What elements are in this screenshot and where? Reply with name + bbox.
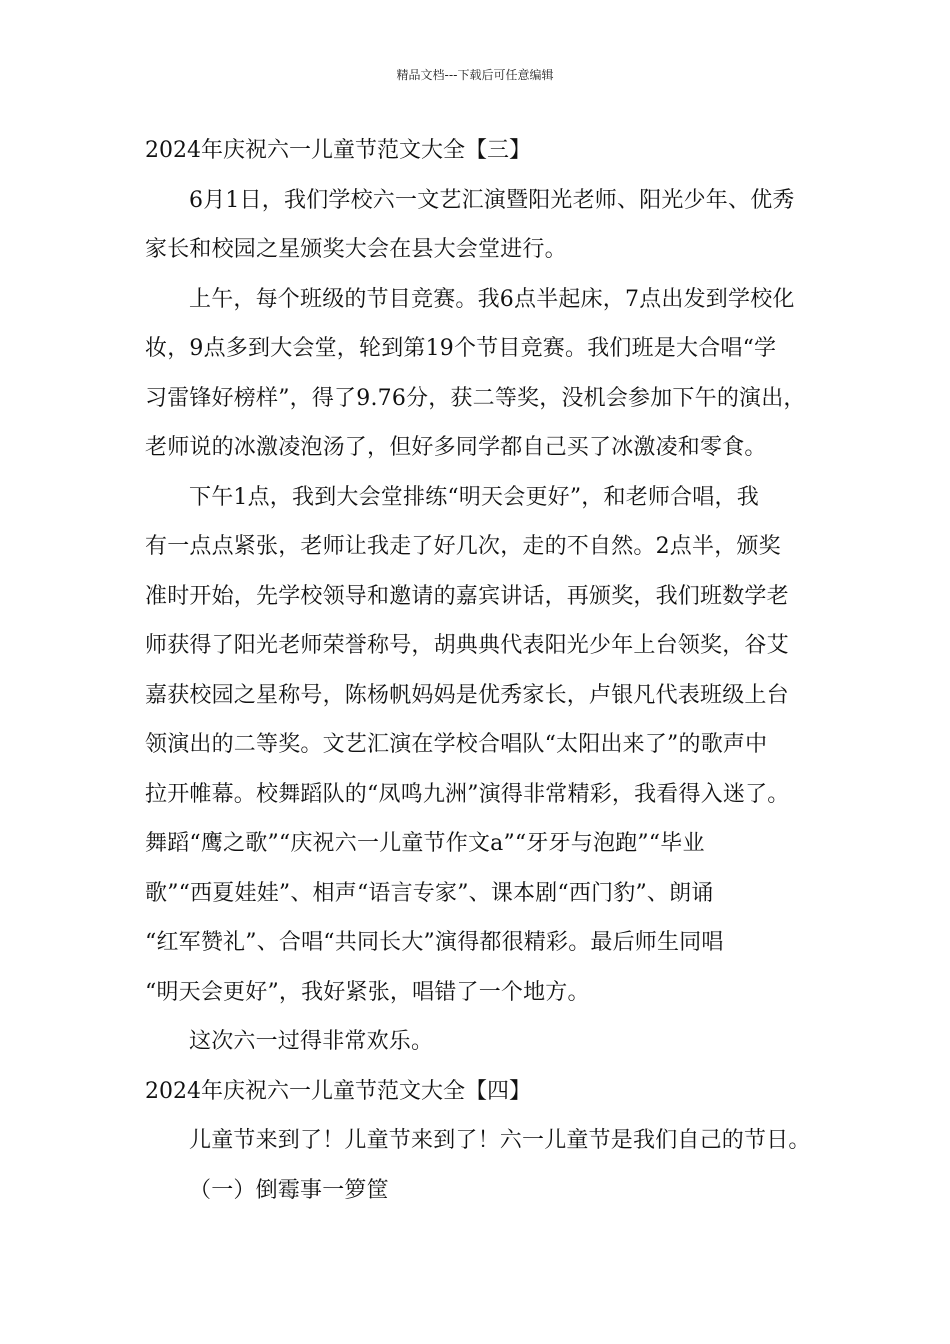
document-body [145,126,809,1215]
text-line: 下午1点，我到大会堂排练“明天会更好”，和老师合唱，我 [189,484,759,510]
text-line: 拉开帷幕。校舞蹈队的“凤鸣九洲”演得非常精彩，我看得入迷了。 [145,781,790,807]
text-line: “红军赞礼”、合唱“共同长大”演得都很精彩。最后师生同唱 [145,930,724,955]
text-line: “明天会更好”，我好紧张，唱错了一个地方。 [145,979,590,1005]
header-note: 精品文档---下载后可任意编辑 [396,68,554,82]
section-heading: 2024年庆祝六一儿童节范文大全【四】 [145,1078,531,1104]
text-line: （一）倒霉事一箩筐 [189,1177,389,1203]
section-heading: 2024年庆祝六一儿童节范文大全【三】 [145,138,531,163]
text-line: 师获得了阳光老师荣誉称号，胡典典代表阳光少年上台领奖，谷艾 [145,633,789,658]
text-line: 6月1日，我们学校六一文艺汇演暨阳光老师、阳光少年、优秀 [189,187,795,213]
text-line: 嘉获校园之星称号，陈杨帆妈妈是优秀家长，卢银凡代表班级上台 [145,682,789,708]
text-line: 舞蹈“鹰之歌”“庆祝六一儿童节作文a”“牙牙与泡跑”“毕业 [145,831,705,856]
text-line: 老师说的冰激凌泡汤了，但好多同学都自己买了冰激凌和零食。 [145,435,767,460]
text-line: 家长和校园之星颁奖大会在县大会堂进行。 [145,237,567,262]
text-line: 习雷锋好榜样”，得了9.76分，获二等奖，没机会参加下午的演出， [145,385,806,411]
text-line: 上午，每个班级的节目竞赛。我6点半起床，7点出发到学校化 [189,286,795,312]
text-line: 准时开始，先学校领导和邀请的嘉宾讲话，再颁奖，我们班数学老 [145,583,789,609]
text-line: 领演出的二等奖。文艺汇演在学校合唱队“太阳出来了”的歌声中 [145,732,768,757]
text-line: 儿童节来到了！儿童节来到了！六一儿童节是我们自己的节日。 [189,1128,811,1153]
text-line: 妆，9点多到大会堂，轮到第19个节目竞赛。我们班是大合唱“学 [145,336,777,361]
text-line: 这次六一过得非常欢乐。 [189,1029,434,1054]
text-line: 有一点点紧张，老师让我走了好几次，走的不自然。2点半，颁奖 [145,534,781,559]
text-line: 歌”“西夏娃娃”、相声“语言专家”、课本剧“西门豹”、朗诵 [145,880,714,906]
